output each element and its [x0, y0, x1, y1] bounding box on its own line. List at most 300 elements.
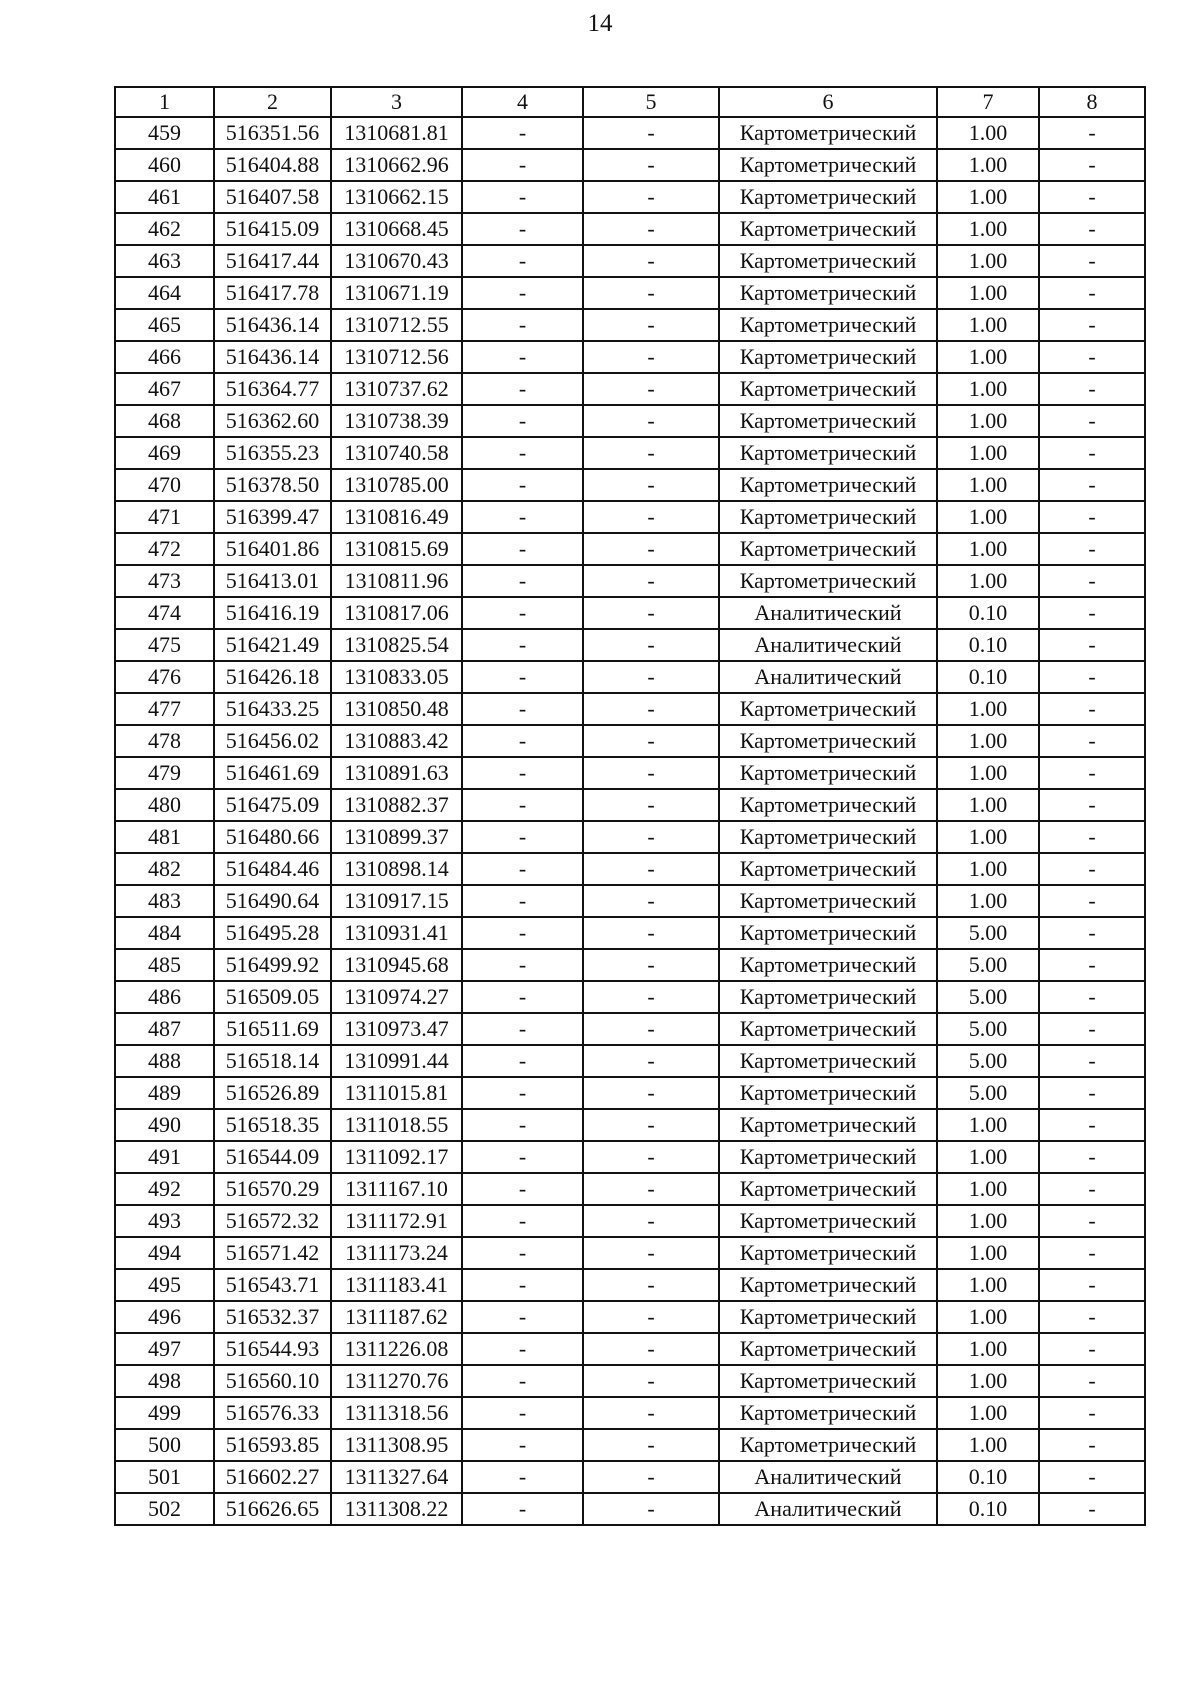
table-cell-col-7: 1.00 — [937, 277, 1039, 309]
table-cell-col-1: 486 — [115, 981, 214, 1013]
table-cell-col-4: - — [462, 1013, 583, 1045]
table-cell-col-5: - — [583, 1173, 719, 1205]
table-cell-col-1: 497 — [115, 1333, 214, 1365]
table-cell-col-4: - — [462, 117, 583, 149]
table-cell-col-5: - — [583, 661, 719, 693]
table-cell-col-2: 516399.47 — [214, 501, 331, 533]
table-cell-col-4: - — [462, 565, 583, 597]
table-cell-col-7: 1.00 — [937, 1397, 1039, 1429]
table-row — [115, 1237, 1145, 1269]
table-cell-col-2: 516570.29 — [214, 1173, 331, 1205]
table-cell-col-7: 1.00 — [937, 1429, 1039, 1461]
table-row — [115, 1141, 1145, 1173]
table-cell-col-7: 5.00 — [937, 1045, 1039, 1077]
table-cell-col-5: - — [583, 1461, 719, 1493]
table-cell-col-1: 469 — [115, 437, 214, 469]
table-cell-col-4: - — [462, 501, 583, 533]
table-cell-col-7: 1.00 — [937, 245, 1039, 277]
table-cell-col-6: Картометрический — [719, 437, 937, 469]
table-cell-col-7: 5.00 — [937, 917, 1039, 949]
table-cell-col-6: Картометрический — [719, 1045, 937, 1077]
table-cell-col-4: - — [462, 1173, 583, 1205]
column-header-2: 2 — [214, 87, 331, 117]
table-cell-col-7: 1.00 — [937, 1269, 1039, 1301]
table-cell-col-1: 466 — [115, 341, 214, 373]
table-cell-col-6: Картометрический — [719, 405, 937, 437]
table-cell-col-5: - — [583, 981, 719, 1013]
table-row — [115, 1461, 1145, 1493]
table-cell-col-2: 516426.18 — [214, 661, 331, 693]
table-cell-col-2: 516532.37 — [214, 1301, 331, 1333]
table-cell-col-2: 516518.35 — [214, 1109, 331, 1141]
table-cell-col-8: - — [1039, 1365, 1145, 1397]
table-cell-col-4: - — [462, 437, 583, 469]
table-cell-col-3: 1310737.62 — [331, 373, 462, 405]
table-cell-col-8: - — [1039, 501, 1145, 533]
table-cell-col-4: - — [462, 309, 583, 341]
table-cell-col-5: - — [583, 1045, 719, 1077]
table-cell-col-1: 460 — [115, 149, 214, 181]
table-cell-col-7: 1.00 — [937, 725, 1039, 757]
table-cell-col-5: - — [583, 629, 719, 661]
table-cell-col-1: 471 — [115, 501, 214, 533]
table-cell-col-6: Картометрический — [719, 469, 937, 501]
table-cell-col-3: 1310662.96 — [331, 149, 462, 181]
table-cell-col-2: 516571.42 — [214, 1237, 331, 1269]
table-cell-col-7: 1.00 — [937, 533, 1039, 565]
table-cell-col-3: 1310833.05 — [331, 661, 462, 693]
table-cell-col-8: - — [1039, 565, 1145, 597]
table-cell-col-8: - — [1039, 309, 1145, 341]
table-cell-col-8: - — [1039, 1013, 1145, 1045]
table-cell-col-8: - — [1039, 277, 1145, 309]
table-cell-col-6: Картометрический — [719, 725, 937, 757]
table-cell-col-4: - — [462, 1365, 583, 1397]
table-cell-col-7: 1.00 — [937, 1205, 1039, 1237]
table-cell-col-5: - — [583, 757, 719, 789]
table-cell-col-6: Картометрический — [719, 1077, 937, 1109]
table-cell-col-8: - — [1039, 885, 1145, 917]
table-row — [115, 949, 1145, 981]
table-cell-col-8: - — [1039, 1461, 1145, 1493]
table-cell-col-5: - — [583, 1301, 719, 1333]
table-row — [115, 597, 1145, 629]
table-cell-col-2: 516404.88 — [214, 149, 331, 181]
coordinates-table — [114, 86, 1146, 1526]
table-cell-col-1: 464 — [115, 277, 214, 309]
table-cell-col-3: 1310740.58 — [331, 437, 462, 469]
table-cell-col-1: 461 — [115, 181, 214, 213]
table-cell-col-2: 516362.60 — [214, 405, 331, 437]
table-cell-col-8: - — [1039, 597, 1145, 629]
table-cell-col-5: - — [583, 693, 719, 725]
table-row — [115, 1301, 1145, 1333]
table-cell-col-3: 1310899.37 — [331, 821, 462, 853]
table-cell-col-3: 1311015.81 — [331, 1077, 462, 1109]
table-cell-col-2: 516526.89 — [214, 1077, 331, 1109]
table-body — [115, 117, 1145, 1525]
table-cell-col-2: 516461.69 — [214, 757, 331, 789]
table-cell-col-3: 1311270.76 — [331, 1365, 462, 1397]
table-cell-col-2: 516484.46 — [214, 853, 331, 885]
table-cell-col-6: Картометрический — [719, 533, 937, 565]
table-cell-col-4: - — [462, 1269, 583, 1301]
table-header — [115, 87, 1145, 117]
table-cell-col-1: 470 — [115, 469, 214, 501]
table-cell-col-8: - — [1039, 341, 1145, 373]
table-cell-col-5: - — [583, 501, 719, 533]
table-cell-col-3: 1310668.45 — [331, 213, 462, 245]
table-cell-col-6: Аналитический — [719, 661, 937, 693]
table-row — [115, 565, 1145, 597]
table-cell-col-4: - — [462, 341, 583, 373]
table-cell-col-6: Аналитический — [719, 597, 937, 629]
table-cell-col-2: 516413.01 — [214, 565, 331, 597]
table-cell-col-7: 0.10 — [937, 661, 1039, 693]
table-row — [115, 1397, 1145, 1429]
table-cell-col-1: 492 — [115, 1173, 214, 1205]
table-cell-col-5: - — [583, 405, 719, 437]
table-row — [115, 1077, 1145, 1109]
table-cell-col-1: 491 — [115, 1141, 214, 1173]
table-cell-col-6: Картометрический — [719, 565, 937, 597]
table-cell-col-3: 1310817.06 — [331, 597, 462, 629]
table-cell-col-1: 483 — [115, 885, 214, 917]
table-cell-col-2: 516417.44 — [214, 245, 331, 277]
table-cell-col-3: 1310662.15 — [331, 181, 462, 213]
table-cell-col-4: - — [462, 757, 583, 789]
table-cell-col-5: - — [583, 1269, 719, 1301]
table-cell-col-1: 474 — [115, 597, 214, 629]
table-cell-col-3: 1310785.00 — [331, 469, 462, 501]
table-cell-col-3: 1310681.81 — [331, 117, 462, 149]
table-row — [115, 309, 1145, 341]
table-cell-col-2: 516480.66 — [214, 821, 331, 853]
table-cell-col-1: 478 — [115, 725, 214, 757]
table-cell-col-1: 487 — [115, 1013, 214, 1045]
table-cell-col-2: 516436.14 — [214, 341, 331, 373]
table-cell-col-6: Картометрический — [719, 1205, 937, 1237]
table-row — [115, 277, 1145, 309]
table-cell-col-2: 516544.09 — [214, 1141, 331, 1173]
table-row — [115, 853, 1145, 885]
table-cell-col-7: 1.00 — [937, 1365, 1039, 1397]
table-cell-col-5: - — [583, 117, 719, 149]
column-header-1: 1 — [115, 87, 214, 117]
table-cell-col-3: 1311172.91 — [331, 1205, 462, 1237]
table-cell-col-7: 1.00 — [937, 789, 1039, 821]
table-cell-col-7: 1.00 — [937, 1301, 1039, 1333]
table-cell-col-1: 468 — [115, 405, 214, 437]
table-cell-col-6: Картометрический — [719, 949, 937, 981]
table-cell-col-4: - — [462, 1333, 583, 1365]
table-cell-col-8: - — [1039, 1077, 1145, 1109]
table-cell-col-2: 516511.69 — [214, 1013, 331, 1045]
table-row — [115, 629, 1145, 661]
table-cell-col-7: 1.00 — [937, 117, 1039, 149]
table-cell-col-3: 1311167.10 — [331, 1173, 462, 1205]
table-cell-col-4: - — [462, 949, 583, 981]
table-cell-col-1: 498 — [115, 1365, 214, 1397]
table-cell-col-3: 1310850.48 — [331, 693, 462, 725]
table-cell-col-3: 1310931.41 — [331, 917, 462, 949]
table-cell-col-6: Картометрический — [719, 1301, 937, 1333]
table-cell-col-6: Аналитический — [719, 1461, 937, 1493]
table-cell-col-5: - — [583, 181, 719, 213]
table-cell-col-7: 1.00 — [937, 1237, 1039, 1269]
table-row — [115, 1173, 1145, 1205]
table-cell-col-7: 1.00 — [937, 469, 1039, 501]
table-cell-col-2: 516351.56 — [214, 117, 331, 149]
table-cell-col-3: 1310712.56 — [331, 341, 462, 373]
table-row — [115, 533, 1145, 565]
table-cell-col-4: - — [462, 533, 583, 565]
table-cell-col-6: Аналитический — [719, 1493, 937, 1525]
table-cell-col-3: 1311183.41 — [331, 1269, 462, 1301]
table-row — [115, 1045, 1145, 1077]
table-cell-col-2: 516576.33 — [214, 1397, 331, 1429]
table-cell-col-8: - — [1039, 373, 1145, 405]
table-cell-col-3: 1310898.14 — [331, 853, 462, 885]
table-cell-col-6: Картометрический — [719, 309, 937, 341]
table-cell-col-7: 1.00 — [937, 437, 1039, 469]
table-cell-col-4: - — [462, 1237, 583, 1269]
table-cell-col-4: - — [462, 725, 583, 757]
table-cell-col-7: 1.00 — [937, 309, 1039, 341]
table-cell-col-5: - — [583, 245, 719, 277]
table-cell-col-3: 1310671.19 — [331, 277, 462, 309]
column-header-5: 5 — [583, 87, 719, 117]
table-cell-col-6: Картометрический — [719, 1013, 937, 1045]
table-cell-col-2: 516407.58 — [214, 181, 331, 213]
table-row — [115, 1333, 1145, 1365]
table-cell-col-2: 516518.14 — [214, 1045, 331, 1077]
table-cell-col-5: - — [583, 949, 719, 981]
table-cell-col-4: - — [462, 789, 583, 821]
table-cell-col-7: 1.00 — [937, 373, 1039, 405]
table-cell-col-5: - — [583, 1141, 719, 1173]
table-cell-col-2: 516509.05 — [214, 981, 331, 1013]
table-cell-col-8: - — [1039, 1493, 1145, 1525]
table-cell-col-2: 516417.78 — [214, 277, 331, 309]
table-cell-col-3: 1310670.43 — [331, 245, 462, 277]
table-cell-col-4: - — [462, 1045, 583, 1077]
table-cell-col-8: - — [1039, 1301, 1145, 1333]
table-cell-col-1: 494 — [115, 1237, 214, 1269]
table-cell-col-3: 1310945.68 — [331, 949, 462, 981]
table-cell-col-4: - — [462, 821, 583, 853]
table-cell-col-8: - — [1039, 469, 1145, 501]
table-row — [115, 981, 1145, 1013]
table-cell-col-5: - — [583, 373, 719, 405]
table-cell-col-4: - — [462, 1461, 583, 1493]
page-number: 14 — [587, 10, 613, 37]
table-cell-col-8: - — [1039, 1141, 1145, 1173]
table-cell-col-1: 493 — [115, 1205, 214, 1237]
table-cell-col-3: 1311018.55 — [331, 1109, 462, 1141]
table-cell-col-1: 500 — [115, 1429, 214, 1461]
table-cell-col-2: 516456.02 — [214, 725, 331, 757]
table-cell-col-4: - — [462, 181, 583, 213]
table-cell-col-2: 516436.14 — [214, 309, 331, 341]
table-cell-col-4: - — [462, 277, 583, 309]
table-cell-col-7: 1.00 — [937, 757, 1039, 789]
table-cell-col-5: - — [583, 725, 719, 757]
table-row — [115, 213, 1145, 245]
table-cell-col-1: 496 — [115, 1301, 214, 1333]
table-cell-col-3: 1310712.55 — [331, 309, 462, 341]
table-cell-col-1: 488 — [115, 1045, 214, 1077]
table-cell-col-5: - — [583, 821, 719, 853]
table-cell-col-3: 1310816.49 — [331, 501, 462, 533]
table-cell-col-4: - — [462, 917, 583, 949]
table-cell-col-8: - — [1039, 1205, 1145, 1237]
table-cell-col-7: 5.00 — [937, 1077, 1039, 1109]
table-cell-col-2: 516416.19 — [214, 597, 331, 629]
table-cell-col-1: 495 — [115, 1269, 214, 1301]
table-cell-col-6: Картометрический — [719, 341, 937, 373]
table-row — [115, 437, 1145, 469]
table-cell-col-8: - — [1039, 629, 1145, 661]
table-cell-col-3: 1310811.96 — [331, 565, 462, 597]
table-cell-col-7: 1.00 — [937, 821, 1039, 853]
table-cell-col-8: - — [1039, 117, 1145, 149]
table-row — [115, 661, 1145, 693]
table-cell-col-5: - — [583, 1365, 719, 1397]
table-row — [115, 821, 1145, 853]
table-cell-col-6: Картометрический — [719, 373, 937, 405]
column-header-3: 3 — [331, 87, 462, 117]
table-row — [115, 1429, 1145, 1461]
table-row — [115, 469, 1145, 501]
table-cell-col-8: - — [1039, 1269, 1145, 1301]
table-cell-col-3: 1310883.42 — [331, 725, 462, 757]
table-cell-col-3: 1311318.56 — [331, 1397, 462, 1429]
table-cell-col-1: 472 — [115, 533, 214, 565]
table-row — [115, 725, 1145, 757]
table-cell-col-3: 1310825.54 — [331, 629, 462, 661]
table-cell-col-7: 1.00 — [937, 501, 1039, 533]
table-cell-col-7: 1.00 — [937, 405, 1039, 437]
table-cell-col-8: - — [1039, 405, 1145, 437]
table-cell-col-1: 480 — [115, 789, 214, 821]
table-cell-col-4: - — [462, 1141, 583, 1173]
table-cell-col-1: 462 — [115, 213, 214, 245]
table-cell-col-5: - — [583, 1077, 719, 1109]
table-cell-col-5: - — [583, 917, 719, 949]
table-cell-col-7: 5.00 — [937, 981, 1039, 1013]
table-cell-col-8: - — [1039, 1429, 1145, 1461]
table-cell-col-7: 1.00 — [937, 1109, 1039, 1141]
column-header-4: 4 — [462, 87, 583, 117]
table-cell-col-7: 1.00 — [937, 693, 1039, 725]
table-cell-col-4: - — [462, 245, 583, 277]
table-cell-col-1: 499 — [115, 1397, 214, 1429]
table-cell-col-3: 1311226.08 — [331, 1333, 462, 1365]
table-cell-col-5: - — [583, 309, 719, 341]
table-row — [115, 885, 1145, 917]
table-cell-col-7: 5.00 — [937, 1013, 1039, 1045]
table-row — [115, 789, 1145, 821]
table-cell-col-3: 1310917.15 — [331, 885, 462, 917]
table-cell-col-4: - — [462, 373, 583, 405]
table-cell-col-7: 1.00 — [937, 885, 1039, 917]
table-cell-col-4: - — [462, 213, 583, 245]
table-cell-col-7: 1.00 — [937, 213, 1039, 245]
table-cell-col-4: - — [462, 405, 583, 437]
table-cell-col-8: - — [1039, 181, 1145, 213]
table-cell-col-6: Картометрический — [719, 757, 937, 789]
table-row — [115, 181, 1145, 213]
table-cell-col-1: 475 — [115, 629, 214, 661]
table-cell-col-5: - — [583, 277, 719, 309]
table-cell-col-6: Картометрический — [719, 821, 937, 853]
table-cell-col-2: 516415.09 — [214, 213, 331, 245]
table-cell-col-4: - — [462, 149, 583, 181]
table-cell-col-1: 481 — [115, 821, 214, 853]
table-cell-col-2: 516433.25 — [214, 693, 331, 725]
table-cell-col-4: - — [462, 1493, 583, 1525]
table-row — [115, 917, 1145, 949]
table-cell-col-3: 1310738.39 — [331, 405, 462, 437]
table-cell-col-8: - — [1039, 1173, 1145, 1205]
table-cell-col-5: - — [583, 789, 719, 821]
table-cell-col-4: - — [462, 469, 583, 501]
table-cell-col-3: 1311173.24 — [331, 1237, 462, 1269]
table-cell-col-8: - — [1039, 821, 1145, 853]
table-row — [115, 501, 1145, 533]
table-cell-col-5: - — [583, 565, 719, 597]
table-cell-col-1: 473 — [115, 565, 214, 597]
table-cell-col-1: 490 — [115, 1109, 214, 1141]
table-cell-col-3: 1310882.37 — [331, 789, 462, 821]
table-row — [115, 245, 1145, 277]
table-cell-col-8: - — [1039, 1109, 1145, 1141]
table-cell-col-8: - — [1039, 725, 1145, 757]
table-cell-col-6: Картометрический — [719, 789, 937, 821]
table-cell-col-6: Картометрический — [719, 917, 937, 949]
table-cell-col-3: 1311327.64 — [331, 1461, 462, 1493]
table-cell-col-4: - — [462, 1301, 583, 1333]
table-cell-col-6: Картометрический — [719, 693, 937, 725]
table-cell-col-1: 463 — [115, 245, 214, 277]
table-cell-col-2: 516543.71 — [214, 1269, 331, 1301]
table-cell-col-6: Картометрический — [719, 149, 937, 181]
table-cell-col-2: 516499.92 — [214, 949, 331, 981]
table-cell-col-6: Картометрический — [719, 1109, 937, 1141]
table-cell-col-4: - — [462, 1397, 583, 1429]
table-cell-col-8: - — [1039, 789, 1145, 821]
table-cell-col-3: 1310973.47 — [331, 1013, 462, 1045]
table-cell-col-8: - — [1039, 245, 1145, 277]
table-cell-col-5: - — [583, 1333, 719, 1365]
table-cell-col-6: Картометрический — [719, 1333, 937, 1365]
table-cell-col-5: - — [583, 469, 719, 501]
table-cell-col-3: 1311187.62 — [331, 1301, 462, 1333]
table-row — [115, 693, 1145, 725]
table-cell-col-5: - — [583, 341, 719, 373]
table-cell-col-3: 1311308.22 — [331, 1493, 462, 1525]
table-cell-col-2: 516572.32 — [214, 1205, 331, 1237]
table-cell-col-5: - — [583, 1429, 719, 1461]
table-cell-col-4: - — [462, 661, 583, 693]
table-cell-col-7: 0.10 — [937, 597, 1039, 629]
table-cell-col-6: Картометрический — [719, 245, 937, 277]
table-cell-col-8: - — [1039, 1045, 1145, 1077]
table-cell-col-1: 479 — [115, 757, 214, 789]
table-cell-col-5: - — [583, 1237, 719, 1269]
table-cell-col-4: - — [462, 853, 583, 885]
